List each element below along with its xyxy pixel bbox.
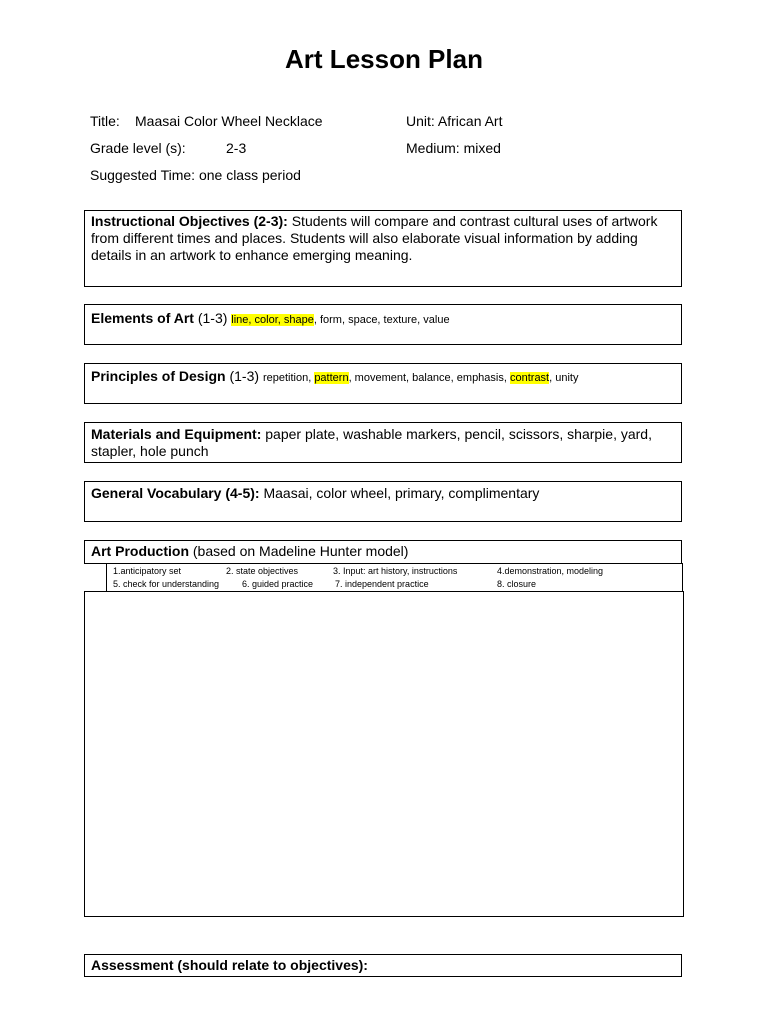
vocabulary-text: Maasai, color wheel, primary, complimentary xyxy=(259,485,540,501)
suggested-time: Suggested Time: one class period xyxy=(90,167,301,183)
vocabulary-heading: General Vocabulary (4-5): xyxy=(91,485,260,501)
materials-box xyxy=(84,422,682,463)
step-item: 7. independent practice xyxy=(335,579,429,589)
step-item: 8. closure xyxy=(497,579,537,589)
elements-highlighted: line, color, shape xyxy=(231,314,314,326)
objectives-box xyxy=(84,210,682,287)
elements-rest: , form, space, texture, value xyxy=(313,314,450,326)
medium-text: Medium: mixed xyxy=(406,140,501,156)
art-production-note: (based on Madeline Hunter model) xyxy=(189,543,409,559)
materials-text: paper plate, washable markers, pencil, scissors, sharpie, yard, stapler, hole punch xyxy=(91,426,652,459)
art-production-content-area xyxy=(84,591,684,917)
step-item: 3. Input: art history, instructions xyxy=(333,566,458,576)
objectives-text: Students will compare and contrast cultural uses of artwork from different times and places. Students will also elaborate visual information by adding details in an artwork to enhance emerging meaning. xyxy=(91,213,658,263)
principles-text-1: repetition, xyxy=(262,372,315,384)
principles-range: (1-3) xyxy=(225,368,263,384)
art-production-heading: Art Production xyxy=(91,543,189,559)
assessment-box xyxy=(84,954,682,977)
production-steps xyxy=(106,563,683,592)
step-item: 4.demonstration, modeling xyxy=(497,566,604,576)
objectives-heading: Instructional Objectives (2-3): xyxy=(91,213,288,229)
principles-box xyxy=(84,363,682,404)
lesson-title-value: Maasai Color Wheel Necklace xyxy=(135,113,323,129)
step-item: 5. check for understanding xyxy=(113,579,220,589)
page-title: Art Lesson Plan xyxy=(285,44,483,74)
grade-label: Grade level (s): xyxy=(90,140,186,156)
principles-heading: Principles of Design xyxy=(91,368,226,384)
grade-value: 2-3 xyxy=(226,140,247,156)
principles-text-2: , movement, balance, emphasis, xyxy=(348,372,510,384)
vocabulary-box xyxy=(84,481,682,522)
elements-box xyxy=(84,304,682,345)
lesson-title-label: Title: xyxy=(90,113,120,129)
unit-text: Unit: African Art xyxy=(406,113,503,129)
step-item: 6. guided practice xyxy=(242,579,314,589)
assessment-heading: Assessment (should relate to objectives): xyxy=(91,957,368,973)
elements-range: (1-3) xyxy=(193,310,232,326)
elements-heading: Elements of Art xyxy=(91,310,194,326)
principles-highlight-pattern: pattern xyxy=(314,372,349,384)
principles-highlight-contrast: contrast xyxy=(509,372,550,384)
principles-text-3: , unity xyxy=(549,372,579,384)
art-production-header xyxy=(84,540,682,564)
step-item: 2. state objectives xyxy=(226,566,299,576)
step-item: 1.anticipatory set xyxy=(113,566,182,576)
materials-heading: Materials and Equipment: xyxy=(91,426,262,442)
